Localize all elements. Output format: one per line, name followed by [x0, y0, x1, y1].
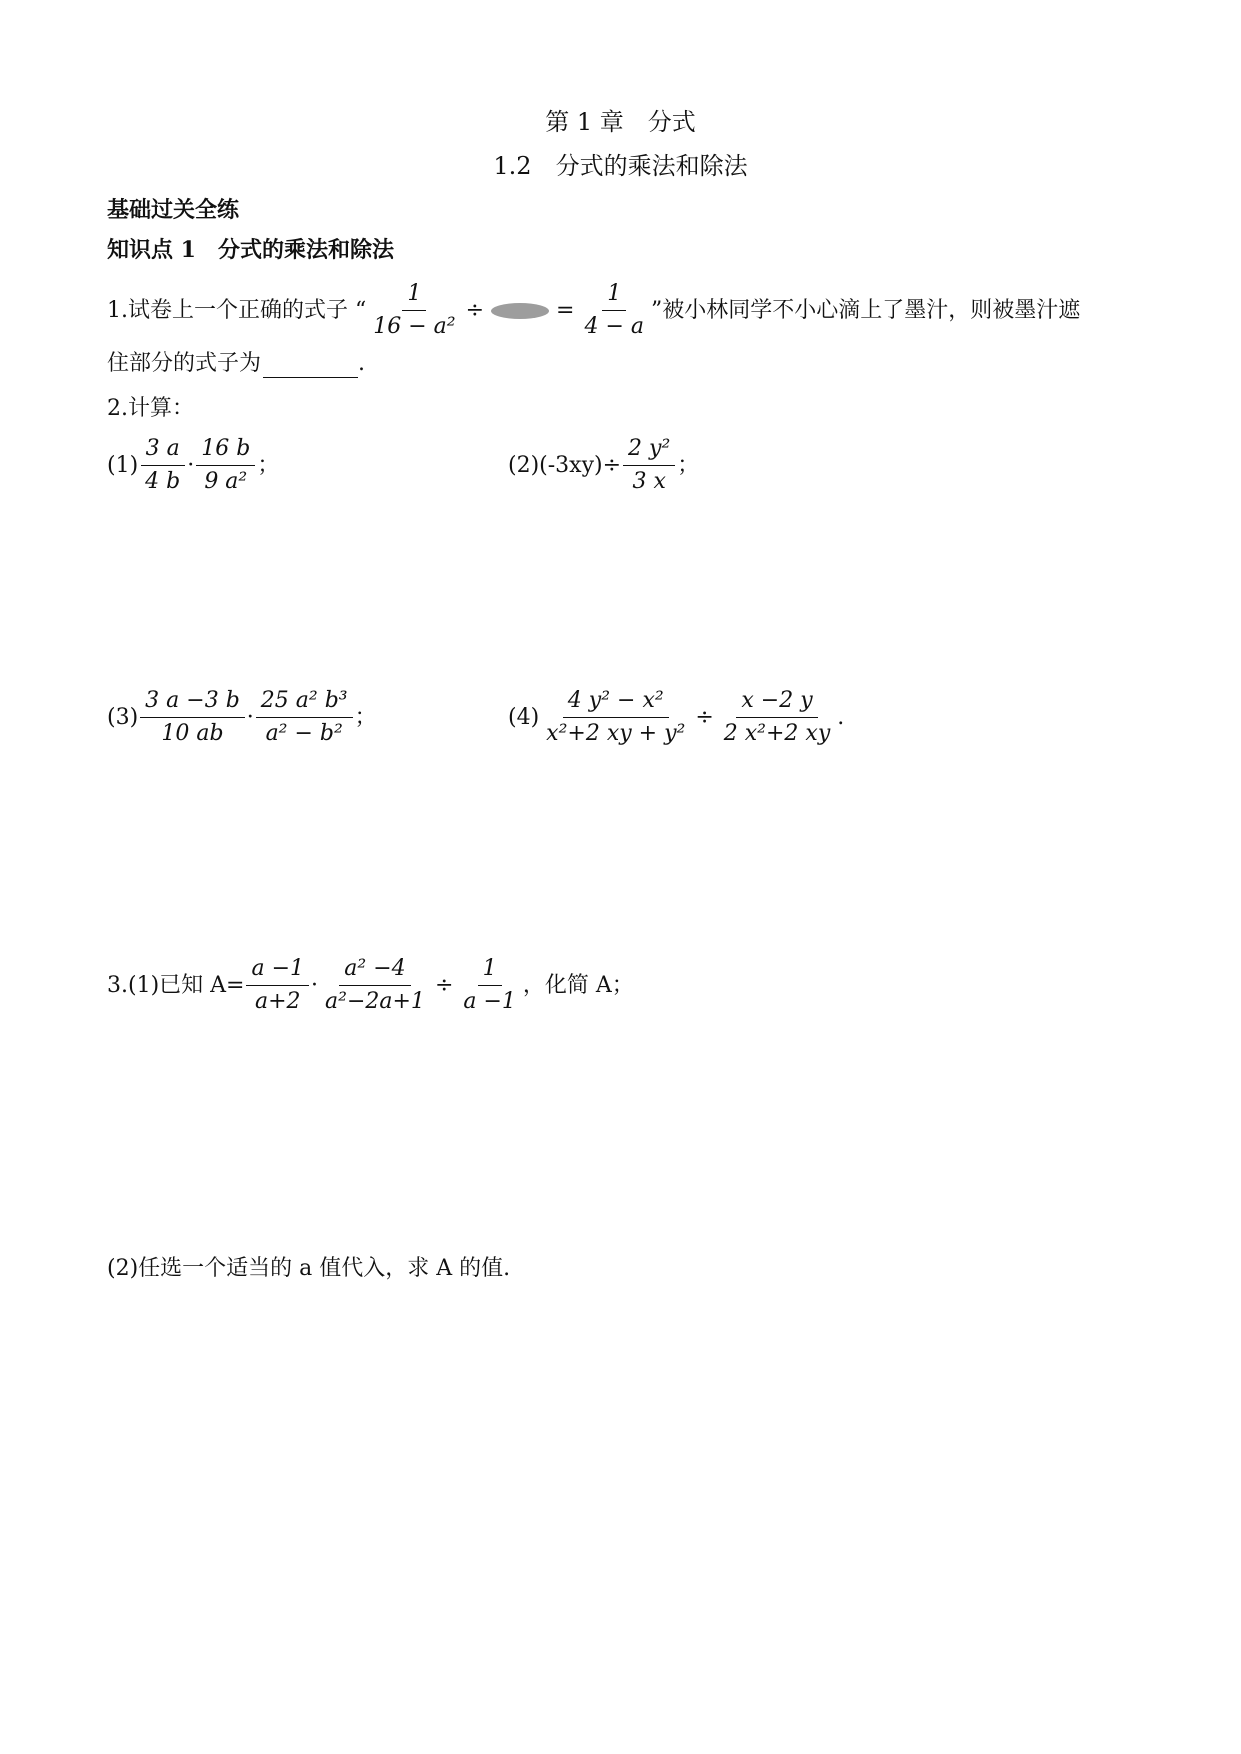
q2-p3-fraction-b: [256, 688, 353, 747]
q1-equals-sign: =: [556, 297, 575, 323]
q2-p4-fraction-a: [541, 688, 690, 747]
q2-p3-a-numerator: 3 a −3 b: [140, 688, 245, 718]
q2-p4-end: .: [837, 704, 845, 730]
q2-p3-b-denominator: a² − b²: [265, 721, 343, 746]
q3-f3-numerator: 1: [478, 956, 502, 986]
question-2-part-1: [107, 436, 279, 495]
q3-f3-denominator: a −1: [463, 989, 516, 1014]
q3-p1-prefix: 3.(1)已知 A=: [107, 972, 245, 998]
q2-p3-a-denominator: 10 ab: [161, 721, 224, 746]
q3-fraction-3: [458, 956, 521, 1015]
q1-divide-sign: ÷: [465, 297, 485, 323]
q2-p3-label: (3): [107, 704, 139, 730]
q2-p3-dot: ·: [246, 704, 254, 730]
section-title: 1.2 分式的乘法和除法: [493, 152, 748, 180]
question-1-line-1: [107, 281, 1080, 340]
q3-f1-numerator: a −1: [246, 956, 309, 986]
q2-p3-b-numerator: 25 a² b³: [256, 688, 353, 718]
q2-p4-a-numerator: 4 y² − x²: [563, 688, 669, 718]
q1-suffix: ”被小林同学不小心滴上了墨汁，则被墨汁遮: [651, 297, 1081, 323]
q1-f2-numerator: 1: [602, 281, 626, 311]
q1-prefix: 1.试卷上一个正确的式子 “: [107, 297, 367, 323]
q2-p1-b-denominator: 9 a²: [204, 469, 248, 494]
q2-p4-divide-sign: ÷: [695, 704, 714, 730]
q1-f1-denominator: 16 − a²: [373, 314, 456, 339]
q2-p2-fraction: [623, 436, 675, 495]
q2-p2-label: (2)(-3xy)÷: [508, 452, 622, 478]
q2-p1-fraction-a: [140, 436, 185, 495]
q2-p1-a-numerator: 3 a: [141, 436, 185, 466]
q2-p1-end: ；: [257, 452, 280, 478]
q3-p1-suffix: ，化简 A；: [522, 972, 634, 998]
q1-f2-denominator: 4 − a: [584, 314, 645, 339]
q2-p4-b-numerator: x −2 y: [736, 688, 817, 718]
q3-dot: ·: [311, 972, 319, 998]
question-3-part-2: (2)任选一个适当的 a 值代入，求 A 的值.: [107, 1256, 511, 1281]
answer-blank: [263, 353, 358, 378]
q2-p4-label: (4): [508, 704, 540, 730]
knowledge-point-heading: 知识点 1 分式的乘法和除法: [107, 237, 394, 263]
question-1-line-2: [107, 350, 365, 378]
q2-p4-b-denominator: 2 x²+2 xy: [723, 721, 831, 746]
q2-p4-a-denominator: x²+2 xy + y²: [546, 721, 686, 746]
chapter-title: 第 1 章 分式: [545, 108, 696, 136]
q2-p2-end: ；: [677, 452, 700, 478]
q2-p4-fraction-b: [719, 688, 835, 747]
exercise-heading: 基础过关全练: [107, 197, 240, 223]
q2-p1-b-numerator: 16 b: [196, 436, 255, 466]
q2-p3-end: ；: [354, 704, 377, 730]
question-2-part-2: [508, 436, 699, 495]
question-2-part-3: [107, 688, 377, 747]
question-3-part-1: [107, 956, 634, 1015]
q2-p1-dot: ·: [187, 452, 195, 478]
q2-p1-label: (1): [107, 452, 139, 478]
q3-f2-denominator: a²−2a+1: [325, 989, 425, 1014]
q3-f2-numerator: a² −4: [339, 956, 410, 986]
q1-f1-numerator: 1: [402, 281, 426, 311]
ink-blot: [491, 303, 549, 319]
q2-p1-fraction-b: [196, 436, 255, 495]
question-2-title: 2.计算：: [107, 396, 194, 421]
q1-fraction-left: [368, 281, 460, 340]
q1-end: .: [358, 351, 366, 376]
q1-fraction-right: [579, 281, 649, 340]
q2-p2-numerator: 2 y²: [623, 436, 675, 466]
q3-fraction-2: [320, 956, 430, 1015]
q3-divide-sign: ÷: [434, 972, 454, 998]
q3-fraction-1: [246, 956, 309, 1015]
q1-line2-text: 住部分的式子为: [107, 351, 262, 376]
q2-p3-fraction-a: [140, 688, 245, 747]
question-2-part-4: [508, 688, 844, 747]
q2-p2-denominator: 3 x: [632, 469, 666, 494]
q3-f1-denominator: a+2: [254, 989, 301, 1014]
q2-p1-a-denominator: 4 b: [145, 469, 181, 494]
